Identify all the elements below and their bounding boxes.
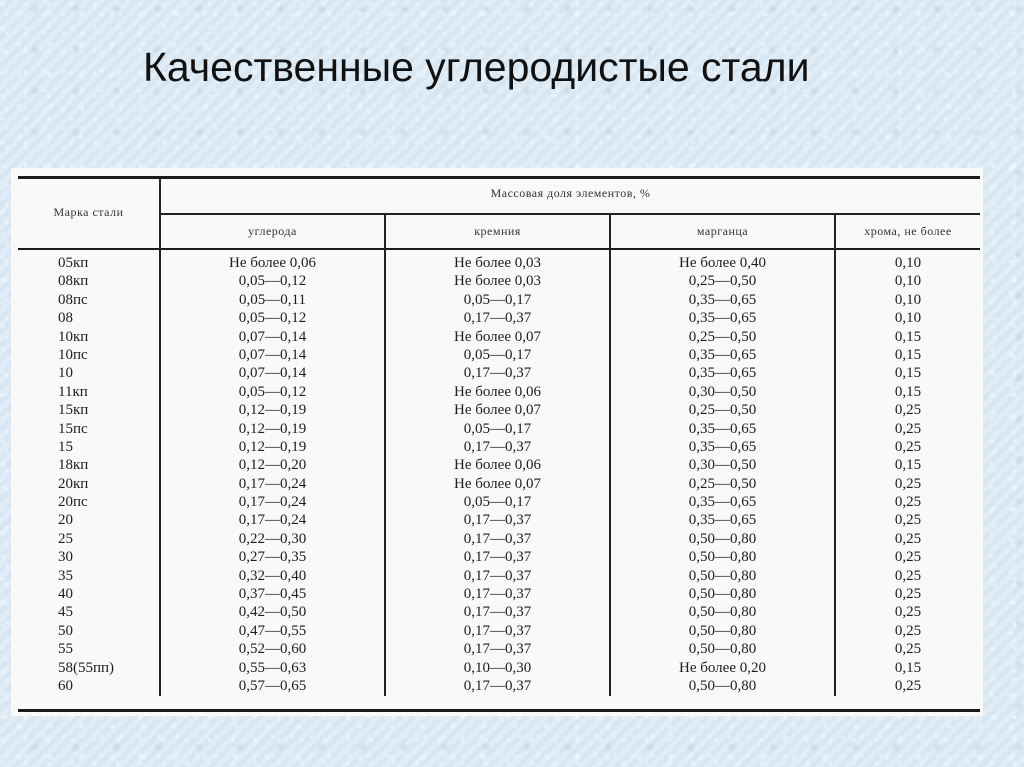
carbon-cell: 0,17—0,24	[238, 512, 307, 529]
manganese-cell: 0,50—0,80	[688, 604, 757, 621]
table-row	[11, 530, 983, 548]
carbon-cell: 0,42—0,50	[238, 604, 307, 621]
manganese-cell: 0,50—0,80	[688, 567, 757, 584]
silicon-cell: 0,17—0,37	[463, 567, 532, 584]
table-top-rule	[18, 176, 980, 179]
table-row	[11, 383, 983, 401]
header-group-divider	[161, 213, 980, 215]
chromium-cell: 0,10	[894, 255, 922, 271]
grade-cell: 58(55пп)	[58, 659, 115, 676]
carbon-cell: 0,12—0,19	[238, 402, 307, 419]
silicon-cell: 0,17—0,37	[463, 512, 532, 529]
carbon-cell: 0,07—0,14	[238, 365, 307, 382]
grade-cell: 18кп	[58, 457, 89, 474]
silicon-cell: 0,17—0,37	[463, 586, 532, 603]
grade-cell: 60	[58, 677, 73, 694]
manganese-cell: 0,25—0,50	[688, 328, 757, 345]
grade-cell: 15пс	[58, 420, 88, 437]
chromium-cell: 0,10	[894, 310, 922, 327]
table-row	[11, 603, 983, 621]
table-bottom-rule	[18, 709, 980, 712]
carbon-cell: 0,12—0,19	[238, 420, 307, 437]
manganese-cell: 0,35—0,65	[688, 346, 757, 363]
manganese-cell: 0,35—0,65	[688, 365, 757, 382]
header-carbon: углерода	[248, 224, 297, 238]
table-row	[11, 640, 983, 658]
table-row	[11, 456, 983, 474]
table-row	[11, 438, 983, 456]
grade-cell: 10	[58, 365, 73, 382]
carbon-cell: 0,32—0,40	[238, 567, 307, 584]
manganese-cell: 0,25—0,50	[688, 273, 757, 290]
chromium-cell: 0,25	[894, 512, 922, 529]
carbon-cell: 0,07—0,14	[238, 346, 307, 363]
grade-cell: 05кп	[58, 255, 89, 271]
silicon-cell: 0,05—0,17	[463, 420, 532, 437]
grade-cell: 30	[58, 549, 73, 566]
manganese-cell: 0,35—0,65	[688, 494, 757, 511]
silicon-cell: 0,05—0,17	[463, 494, 532, 511]
table-row	[11, 493, 983, 511]
grade-cell: 45	[58, 604, 73, 621]
manganese-cell: 0,35—0,65	[688, 512, 757, 529]
table-row	[11, 622, 983, 640]
manganese-cell: Не более 0,40	[679, 255, 766, 271]
table-row	[11, 401, 983, 419]
table-row	[11, 548, 983, 566]
table-row	[11, 328, 983, 346]
grade-cell: 20пс	[58, 494, 88, 511]
table-row	[11, 420, 983, 438]
chromium-cell: 0,15	[894, 346, 922, 363]
manganese-cell: 0,35—0,65	[688, 291, 757, 308]
grade-cell: 10кп	[58, 328, 89, 345]
silicon-cell: Не более 0,07	[454, 475, 541, 492]
carbon-cell: 0,05—0,12	[238, 310, 307, 327]
carbon-cell: 0,37—0,45	[238, 586, 307, 603]
chromium-cell: 0,10	[894, 291, 922, 308]
manganese-cell: 0,25—0,50	[688, 402, 757, 419]
silicon-cell: 0,17—0,37	[463, 438, 532, 455]
header-mass-fraction: Массовая доля элементов, %	[490, 186, 651, 200]
table-row	[11, 309, 983, 327]
chromium-cell: 0,25	[894, 549, 922, 566]
carbon-cell: 0,05—0,12	[238, 383, 307, 400]
chromium-cell: 0,15	[894, 383, 922, 400]
chromium-cell: 0,10	[894, 273, 922, 290]
carbon-cell: 0,05—0,12	[238, 273, 307, 290]
silicon-cell: 0,17—0,37	[463, 530, 532, 547]
carbon-cell: 0,05—0,11	[239, 291, 306, 308]
grade-cell: 10пс	[58, 346, 88, 363]
silicon-cell: 0,17—0,37	[463, 604, 532, 621]
silicon-cell: Не более 0,07	[454, 328, 541, 345]
manganese-cell: 0,35—0,65	[688, 310, 757, 327]
header-manganese: марганца	[696, 224, 749, 238]
manganese-cell: Не более 0,20	[679, 659, 766, 676]
silicon-cell: 0,10—0,30	[463, 659, 532, 676]
silicon-cell: 0,17—0,37	[463, 641, 532, 658]
table-row	[11, 677, 983, 695]
chromium-cell: 0,15	[894, 328, 922, 345]
grade-cell: 20кп	[58, 475, 89, 492]
silicon-cell: 0,17—0,37	[463, 310, 532, 327]
grade-cell: 11кп	[58, 383, 88, 400]
silicon-cell: 0,17—0,37	[463, 677, 532, 694]
grade-cell: 15	[58, 438, 73, 455]
grade-cell: 50	[58, 622, 73, 639]
chromium-cell: 0,25	[894, 438, 922, 455]
silicon-cell: Не более 0,06	[454, 457, 541, 474]
carbon-cell: 0,27—0,35	[238, 549, 307, 566]
manganese-cell: 0,50—0,80	[688, 530, 757, 547]
silicon-cell: 0,17—0,37	[463, 365, 532, 382]
table-row	[11, 567, 983, 585]
grade-cell: 40	[58, 586, 73, 603]
chromium-cell: 0,15	[894, 457, 922, 474]
manganese-cell: 0,30—0,50	[688, 457, 757, 474]
grade-cell: 08	[58, 310, 73, 327]
silicon-cell: Не более 0,03	[454, 255, 541, 271]
silicon-cell: Не более 0,07	[454, 402, 541, 419]
header-chromium: хрома, не более	[864, 224, 952, 238]
table-row	[11, 364, 983, 382]
table-row	[11, 511, 983, 529]
header-grade: Марка стали	[53, 205, 124, 219]
manganese-cell: 0,50—0,80	[688, 677, 757, 694]
carbon-cell: 0,52—0,60	[238, 641, 307, 658]
chromium-cell: 0,25	[894, 494, 922, 511]
table-row	[11, 346, 983, 364]
carbon-cell: 0,17—0,24	[238, 475, 307, 492]
chromium-cell: 0,25	[894, 641, 922, 658]
chromium-cell: 0,15	[894, 659, 922, 676]
chromium-cell: 0,25	[894, 586, 922, 603]
table-row	[11, 291, 983, 309]
chromium-cell: 0,25	[894, 677, 922, 694]
carbon-cell: Не более 0,06	[229, 255, 316, 271]
silicon-cell: 0,17—0,37	[463, 622, 532, 639]
silicon-cell: Не более 0,03	[454, 273, 541, 290]
carbon-cell: 0,12—0,20	[238, 457, 307, 474]
chromium-cell: 0,15	[894, 365, 922, 382]
table-row	[11, 272, 983, 290]
carbon-cell: 0,55—0,63	[238, 659, 307, 676]
grade-cell: 20	[58, 512, 73, 529]
chromium-cell: 0,25	[894, 604, 922, 621]
table-body	[11, 254, 983, 695]
carbon-cell: 0,12—0,19	[238, 438, 307, 455]
manganese-cell: 0,35—0,65	[688, 420, 757, 437]
chromium-cell: 0,25	[894, 475, 922, 492]
table-row	[11, 659, 983, 677]
manganese-cell: 0,30—0,50	[688, 383, 757, 400]
grade-cell: 08пс	[58, 291, 88, 308]
grade-cell: 55	[58, 641, 73, 658]
chromium-cell: 0,25	[894, 622, 922, 639]
silicon-cell: 0,17—0,37	[463, 549, 532, 566]
carbon-cell: 0,07—0,14	[238, 328, 307, 345]
grade-cell: 35	[58, 567, 73, 584]
steel-composition-table	[11, 168, 983, 716]
manganese-cell: 0,35—0,65	[688, 438, 757, 455]
table-row	[11, 254, 983, 272]
manganese-cell: 0,50—0,80	[688, 549, 757, 566]
carbon-cell: 0,57—0,65	[238, 677, 307, 694]
manganese-cell: 0,50—0,80	[688, 641, 757, 658]
grade-cell: 25	[58, 530, 73, 547]
chromium-cell: 0,25	[894, 567, 922, 584]
table-row	[11, 585, 983, 603]
carbon-cell: 0,22—0,30	[238, 530, 307, 547]
manganese-cell: 0,50—0,80	[688, 622, 757, 639]
slide-title: Качественные углеродистые стали	[143, 44, 810, 90]
silicon-cell: 0,05—0,17	[463, 346, 532, 363]
grade-cell: 08кп	[58, 273, 89, 290]
carbon-cell: 0,47—0,55	[238, 622, 307, 639]
chromium-cell: 0,25	[894, 530, 922, 547]
manganese-cell: 0,50—0,80	[688, 586, 757, 603]
manganese-cell: 0,25—0,50	[688, 475, 757, 492]
header-silicon: кремния	[474, 224, 521, 238]
silicon-cell: 0,05—0,17	[463, 291, 532, 308]
table-row	[11, 475, 983, 493]
silicon-cell: Не более 0,06	[454, 383, 541, 400]
carbon-cell: 0,17—0,24	[238, 494, 307, 511]
chromium-cell: 0,25	[894, 420, 922, 437]
chromium-cell: 0,25	[894, 402, 922, 419]
grade-cell: 15кп	[58, 402, 89, 419]
